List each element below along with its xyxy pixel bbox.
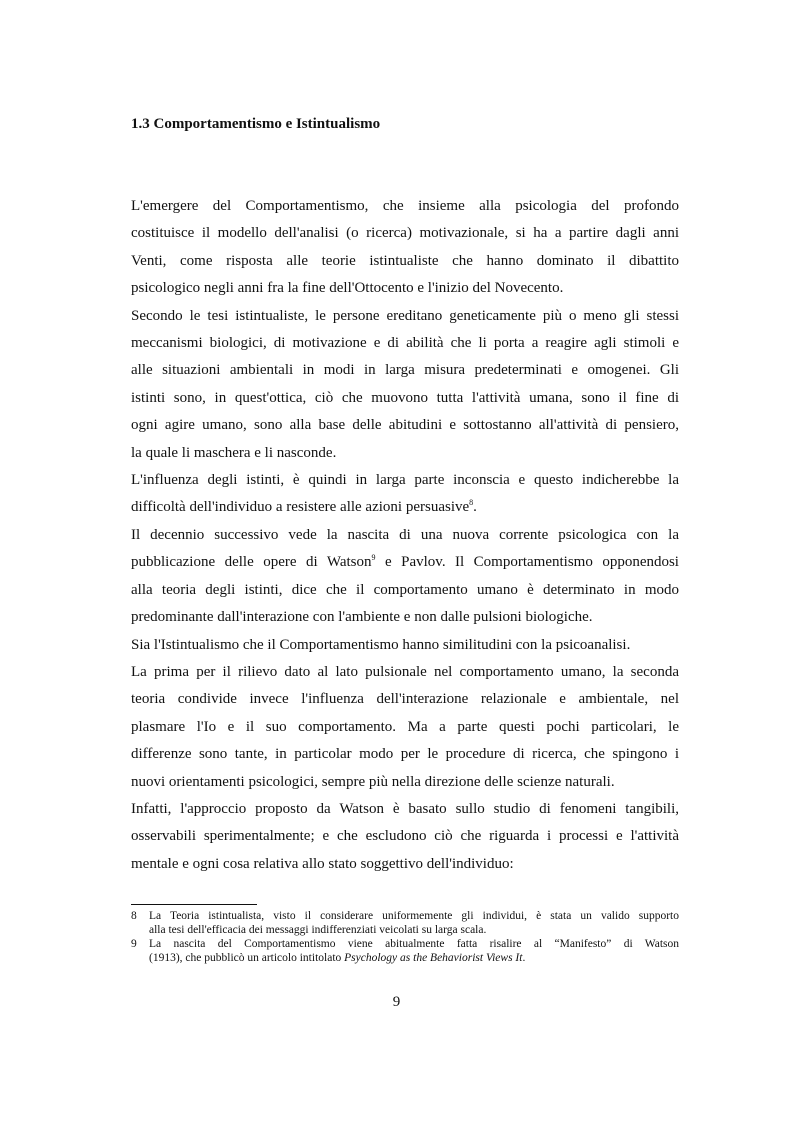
footnote-number: 8 [131,910,137,922]
footnote-separator [131,904,257,905]
text-line: la quale li maschera e li nasconde. [131,444,337,461]
text-line [131,549,679,576]
text-run: e Pavlov. Il Comportamentismo opponendosi [375,554,679,571]
text-run: . [522,951,526,964]
text-line: Secondo le tesi istintualiste, le persone ereditano geneticamente più o meno gli stessi [131,307,679,324]
text-line: alle situazioni ambientali in modi in larga misura predeterminati e omogenei. Gli [131,362,679,379]
footnote-ref-9[interactable]: 9 [371,553,376,563]
text-line: istinti sono, in quest'ottica, ciò che muovono tutta l'attività umana, sono il fine di [131,389,679,406]
section-heading: 1.3 Comportamentismo e Istintualismo [131,116,381,132]
text-line: meccanismi biologici, di motivazione e di abilità che li porta a reagire agli stimoli e [131,335,679,352]
text-run: difficoltà dell'individuo a resistere alle azioni persuasive [131,499,470,516]
text-line: L'emergere del Comportamentismo, che insieme alla psicologia del profondo [131,198,679,214]
body-text [131,193,679,878]
text-line: ogni agire umano, sono alla base delle abitudini e sottostanno all'attività di pensiero, [131,417,679,434]
text-line: osservabili sperimentalmente; e che escludono ciò che riguarda i processi e l'attività [131,828,679,845]
footnote-number: 9 [131,938,137,950]
text-line: psicologico negli anni fra la fine dell'Ottocento e l'inizio del Novecento. [131,280,564,297]
text-line: mentale e ogni cosa relativa allo stato soggettivo dell'individuo: [131,855,514,872]
footnote-line [149,952,679,966]
text-line: differenze sono tante, in particolar modo per le procedure di ricerca, che spingono i [131,746,679,763]
paragraph-4 [131,522,679,632]
text-line: teoria condivide invece l'influenza dell'interazione relazionale e ambientale, nel [131,691,679,708]
text-line: Il decennio successivo vede la nascita di una nuova corrente psicologica con la [131,526,679,543]
paragraph-2 [131,303,679,467]
paragraph-5 [131,632,679,796]
paragraph-1 [131,193,679,303]
text-line: L'influenza degli istinti, è quindi in larga parte inconscia e questo indicherebbe la [131,472,679,489]
text-run: pubblicazione delle opere di Watson [131,554,372,571]
text-line: predominante dall'interazione con l'ambiente e non dalle pulsioni biologiche. [131,609,593,626]
cited-title: Psychology as the Behaviorist Views It [344,951,523,964]
text-line [131,494,679,521]
text-line: nuovi orientamenti psicologici, sempre più nella direzione delle scienze naturali. [131,773,615,790]
footnote-9 [131,938,679,965]
paragraph-6 [131,796,679,878]
footnote-line: alla tesi dell'efficacia dei messaggi indifferenziati veicolati su larga scala. [149,923,487,936]
text-line: Venti, come risposta alle teorie istintualiste che hanno dominato il dibattito [131,252,679,269]
text-line: Infatti, l'approccio proposto da Watson è basato sullo studio di fenomeni tangibili, [131,800,679,817]
footnote-ref-8[interactable]: 8 [469,498,474,508]
text-run: (1913), che pubblicò un articolo intitolato [149,951,345,964]
text-line: plasmare l'Io e il suo comportamento. Ma a parte questi pochi particolari, le [131,718,679,735]
text-line: alla teoria degli istinti, dice che il comportamento umano è determinato in modo [131,581,679,598]
paragraph-3 [131,467,679,522]
text-run: . [473,499,477,516]
footnote-line: La Teoria istintualista, visto il considerare uniformemente gli individui, è stata un valido supporto [149,910,679,922]
footnote-8 [131,910,679,937]
footnotes [131,910,679,966]
page-number: 9 [392,994,401,1010]
text-line: Sia l'Istintualismo che il Comportamentismo hanno similitudini con la psicoanalisi. [131,636,631,653]
footnote-line: La nascita del Comportamentismo viene abitualmente fatta risalire al “Manifesto” di Watson [149,938,679,950]
text-line: La prima per il rilievo dato al lato pulsionale nel comportamento umano, la seconda [131,663,679,680]
text-line: costituisce il modello dell'analisi (o ricerca) motivazionale, si ha a partire dagli anni [131,225,679,242]
